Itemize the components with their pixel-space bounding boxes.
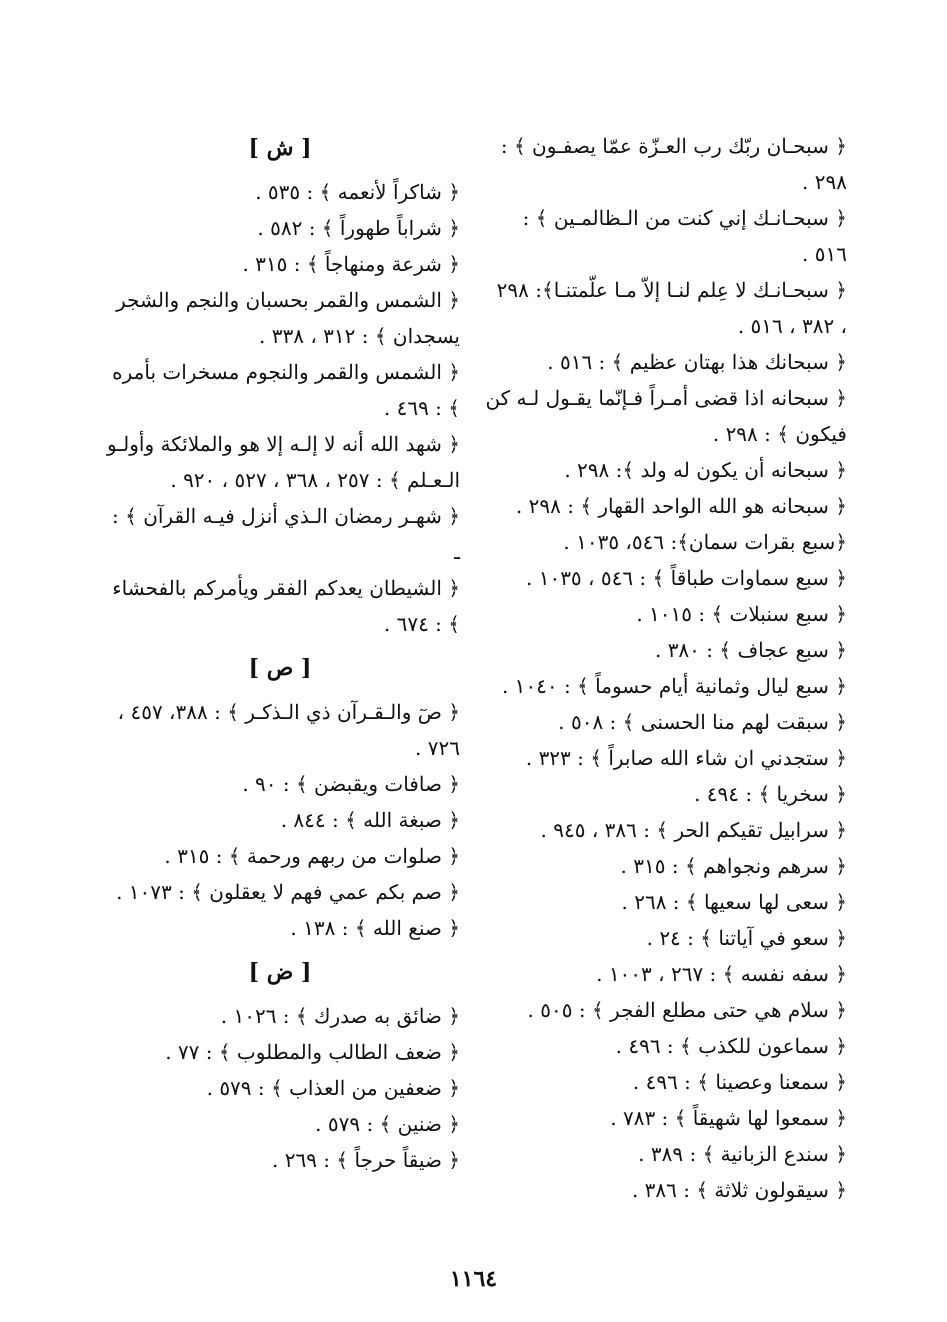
index-entry: ﴿ صنع الله ﴾ : ١٣٨ . [290,916,460,940]
index-entry: ﴿ سماعون للكذب ﴾ : ٤٩٦ . [615,1034,847,1058]
index-entry: ﴿ سبع عجاف ﴾ : ٣٨٠ . [654,638,847,662]
index-entry: ﴿ شرعة ومنهاجاً ﴾ : ٣١٥ . [242,252,460,276]
index-entry: ﴿ سرابيل تقيكم الحر ﴾ : ٣٨٦ ، ٩٤٥ . [540,818,847,842]
index-entry: ﴿ ضعفين من العذاب ﴾ : ٥٧٩ . [206,1076,460,1100]
index-entry: ﴿ صٓ والـقـرآن ذي الـذكـر ﴾ : ٣٨٨، ٤٥٧ ، ٧٢٦ . [117,700,460,760]
index-entry: ﴿ سمعوا لها شهيقاً ﴾ : ٧٨٣ . [610,1106,847,1130]
index-entry: ﴿سبع بقرات سمان﴾: ٥٤٦، ١٠٣٥ . [563,530,847,554]
index-entry: ﴿ صافات ويقبضن ﴾ : ٩٠ . [242,772,460,796]
index-entry: ﴿ ضائق به صدرك ﴾ : ١٠٢٦ . [220,1004,460,1028]
index-entry: ﴿ سرهم ونجواهم ﴾ : ٣١٥ . [620,854,847,878]
index-entry: ﴿ سبحـانـك إني كنت من الـظالمـين ﴾ : ٥١٦ . [522,206,847,266]
index-entry: ﴿ سعو في آياتنا ﴾ : ٢٤ . [646,926,847,950]
index-entry: ﴿ سبحانك هذا بهتان عظيم ﴾ : ٥١٦ . [547,350,847,374]
section-heading-shin: [ ش ] [248,135,312,161]
index-entry: ﴿ سعى لها سعيها ﴾ : ٢٦٨ . [621,890,847,914]
index-entry: ﴿ الشمس والقمر بحسبان والنجم والشجر يسجدان ﴾ : ٣١٢ ، ٣٣٨ . [116,288,460,348]
index-entry: ﴿ سيقولون ثلاثة ﴾ : ٣٨٦ . [631,1178,847,1202]
index-entry: ﴿ شراباً طهوراً ﴾ : ٥٨٢ . [257,216,460,240]
index-entry: ﴿ ضيقاً حرجاً ﴾ : ٢٦٩ . [272,1148,460,1172]
index-entry: ﴿ ستجدني ان شاء الله صابراً ﴾ : ٣٢٣ . [525,746,847,770]
index-entry: ﴿ صم بكم عمي فهم لا يعقلون ﴾ : ١٠٧٣ . [116,880,460,904]
index-entry: ﴿ ضنين ﴾ : ٥٧٩ . [315,1112,460,1136]
index-entry: ﴿ ضعف الطالب والمطلوب ﴾ : ٧٧ . [165,1040,460,1064]
index-entry: ﴿ سبحـانـك لا عِلم لنـا إلاّ مـا علّمتنـا﴾: ٢٩٨ ، ٣٨٢ ، ٥١٦ . [496,278,847,338]
right-column [485,128,847,1208]
index-entry: ﴿ شهـر رمضان الـذي أنزل فيـه القرآن ﴾ : ـ [112,504,460,564]
left-column [100,128,460,1178]
index-entry: ﴿ الشمس والقمر والنجوم مسخرات بأمره ﴾ : ٤٦٩ . [112,360,460,420]
index-entry: ﴿ سبحانه هو الله الواحد القهار ﴾ : ٢٩٨ . [515,494,847,518]
section-heading-sad: [ ص ] [248,655,312,681]
index-entry: ﴿ سفه نفسه ﴾ : ٢٦٧ ، ١٠٠٣ . [596,962,847,986]
index-entry: ﴿ سبحانه اذا قضى أمـراً فـإنّما يقـول لـه كن فيكون ﴾ : ٢٩٨ . [485,386,847,446]
page-number: ١١٦٤ [449,1266,498,1292]
index-entry: ﴿ سبع سنبلات ﴾ : ١٠١٥ . [636,602,847,626]
index-entry: ﴿ سبحـان ربّك رب العـزّة عمّا يصفـون ﴾ : ٢٩٨ . [500,134,847,194]
index-entry: ﴿ شهد الله أنه لا إلـه إلا هو والملائكة وأولـو الـعـلم ﴾ : ٢٥٧ ، ٣٦٨ ، ٥٢٧ ، ٩٢٠ . [106,432,460,492]
index-entry: ﴿ سندع الزبانية ﴾ : ٣٨٩ . [638,1142,847,1166]
index-entry: ﴿ سخريا ﴾ : ٤٩٤ . [694,782,847,806]
index-entry: ﴿ سمعنا وعصينا ﴾ : ٤٩٦ . [632,1070,847,1094]
index-entry: ﴿ صبغة الله ﴾ : ٨٤٤ . [280,808,460,832]
index-entry: ﴿ الشيطان يعدكم الفقر ويأمركم بالفحشاء ﴾ : ٦٧٤ . [112,576,460,636]
section-heading-dad: [ ض ] [248,959,312,985]
index-entry: ﴿ شاكراً لأنعمه ﴾ : ٥٣٥ . [255,180,460,204]
index-entry: ﴿ صلوات من ربهم ورحمة ﴾ : ٣١٥ . [164,844,460,868]
index-entry: ﴿ سبقت لهم منا الحسنى ﴾ : ٥٠٨ . [558,710,847,734]
index-entry: ﴿ سبحانه أن يكون له ولد ﴾: ٢٩٨ . [564,458,847,482]
index-entry: ﴿ سبع سماوات طباقاً ﴾ : ٥٤٦ ، ١٠٣٥ . [525,566,847,590]
index-entry: ﴿ سلام هي حتى مطلع الفجر ﴾ : ٥٠٥ . [527,998,847,1022]
index-entry: ﴿ سبع ليال وثمانية أيام حسوماً ﴾ : ١٠٤٠ . [501,674,847,698]
